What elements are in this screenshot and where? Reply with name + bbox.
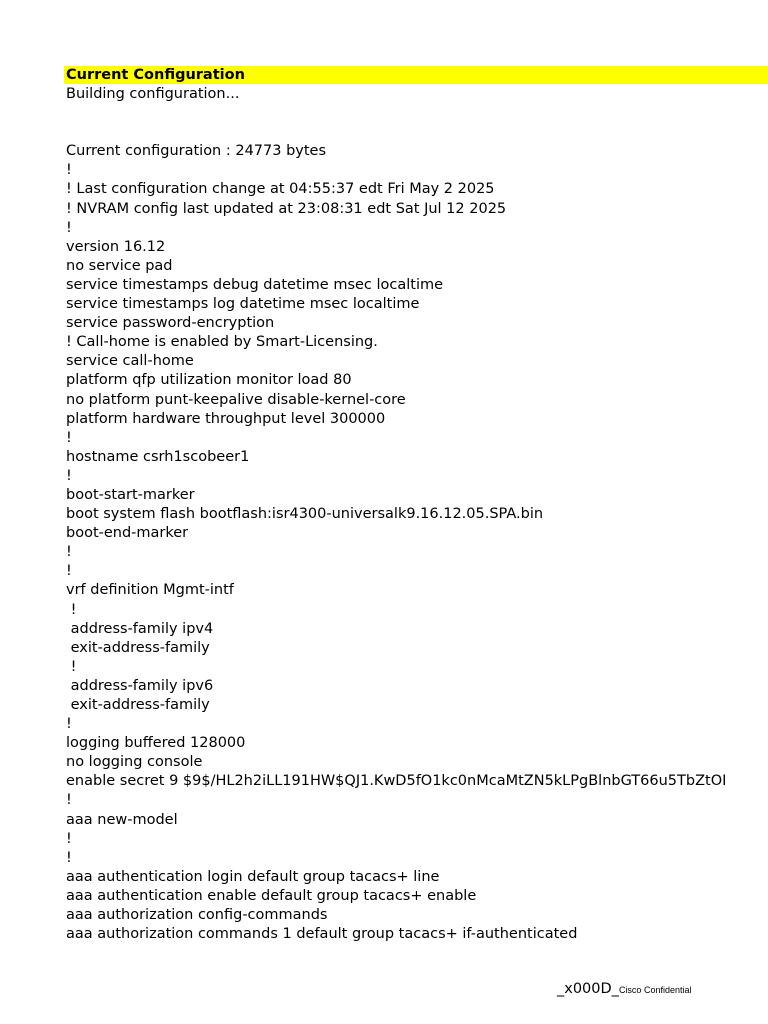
config-line: logging buffered 128000 (66, 735, 246, 752)
config-line: ! (66, 563, 72, 580)
config-line: aaa authentication login default group tacacs+ line (66, 868, 440, 885)
config-line: boot-end-marker (66, 525, 189, 542)
config-lines (66, 85, 768, 944)
config-line: ! (66, 601, 77, 618)
config-line: ! (66, 716, 72, 733)
config-line: ! (66, 830, 72, 847)
config-line: aaa authorization config-commands (66, 907, 328, 924)
config-line: version 16.12 (66, 238, 166, 255)
config-line: service timestamps log datetime msec localtime (66, 296, 420, 313)
config-line: ! (66, 658, 77, 675)
config-line: ! (66, 429, 72, 446)
config-line: aaa authentication enable default group tacacs+ enable (66, 887, 477, 904)
config-line (66, 104, 768, 123)
config-line: Current configuration : 24773 bytes (66, 143, 327, 160)
config-line: aaa new-model (66, 811, 178, 828)
config-line: service password-encryption (66, 315, 275, 332)
config-line: no service pad (66, 257, 173, 274)
config-line: vrf definition Mgmt-intf (66, 582, 234, 599)
footer-code: _x000D_ (557, 981, 619, 997)
config-line: platform qfp utilization monitor load 80 (66, 372, 352, 389)
config-line: ! NVRAM config last updated at 23:08:31 edt Sat Jul 12 2025 (66, 200, 507, 217)
config-line: boot-start-marker (66, 486, 195, 503)
config-line: ! (66, 219, 72, 236)
config-line: ! (66, 544, 72, 561)
config-line: exit-address-family (66, 697, 210, 713)
config-line: aaa authorization commands 1 default group tacacs+ if-authenticated (66, 926, 578, 943)
config-line: ! Last configuration change at 04:55:37 edt Fri May 2 2025 (66, 181, 495, 198)
config-line: service timestamps debug datetime msec localtime (66, 276, 444, 293)
config-line: hostname csrh1scobeer1 (66, 448, 250, 465)
config-line: enable secret 9 $9$/HL2h2iLL191HW$QJ1.KwD5fO1kc0nMcaMtZN5kLPgBlnbGT66u5TbZtOI (66, 773, 727, 790)
config-line: address-family ipv4 (66, 620, 214, 637)
config-line: Building configuration... (66, 86, 240, 102)
config-line: no platform punt-keepalive disable-kernel-core (66, 391, 406, 408)
config-line: boot system flash bootflash:isr4300-universalk9.16.12.05.SPA.bin (66, 506, 544, 523)
footer-confidential-label: Cisco Confidential (618, 985, 692, 995)
config-line (66, 123, 768, 142)
document-title: Current Configuration (66, 67, 245, 83)
config-line: ! (66, 162, 72, 179)
config-line: no logging console (66, 754, 203, 771)
config-line: address-family ipv6 (66, 677, 214, 694)
config-line: service call-home (66, 353, 194, 370)
config-line: platform hardware throughput level 300000 (66, 410, 386, 427)
config-line: ! Call-home is enabled by Smart-Licensing. (66, 334, 378, 351)
config-line: exit-address-family (66, 639, 210, 656)
config-line: ! (66, 849, 72, 866)
page-footer (557, 978, 691, 997)
config-line: ! (66, 792, 72, 809)
config-line: ! (66, 467, 72, 484)
